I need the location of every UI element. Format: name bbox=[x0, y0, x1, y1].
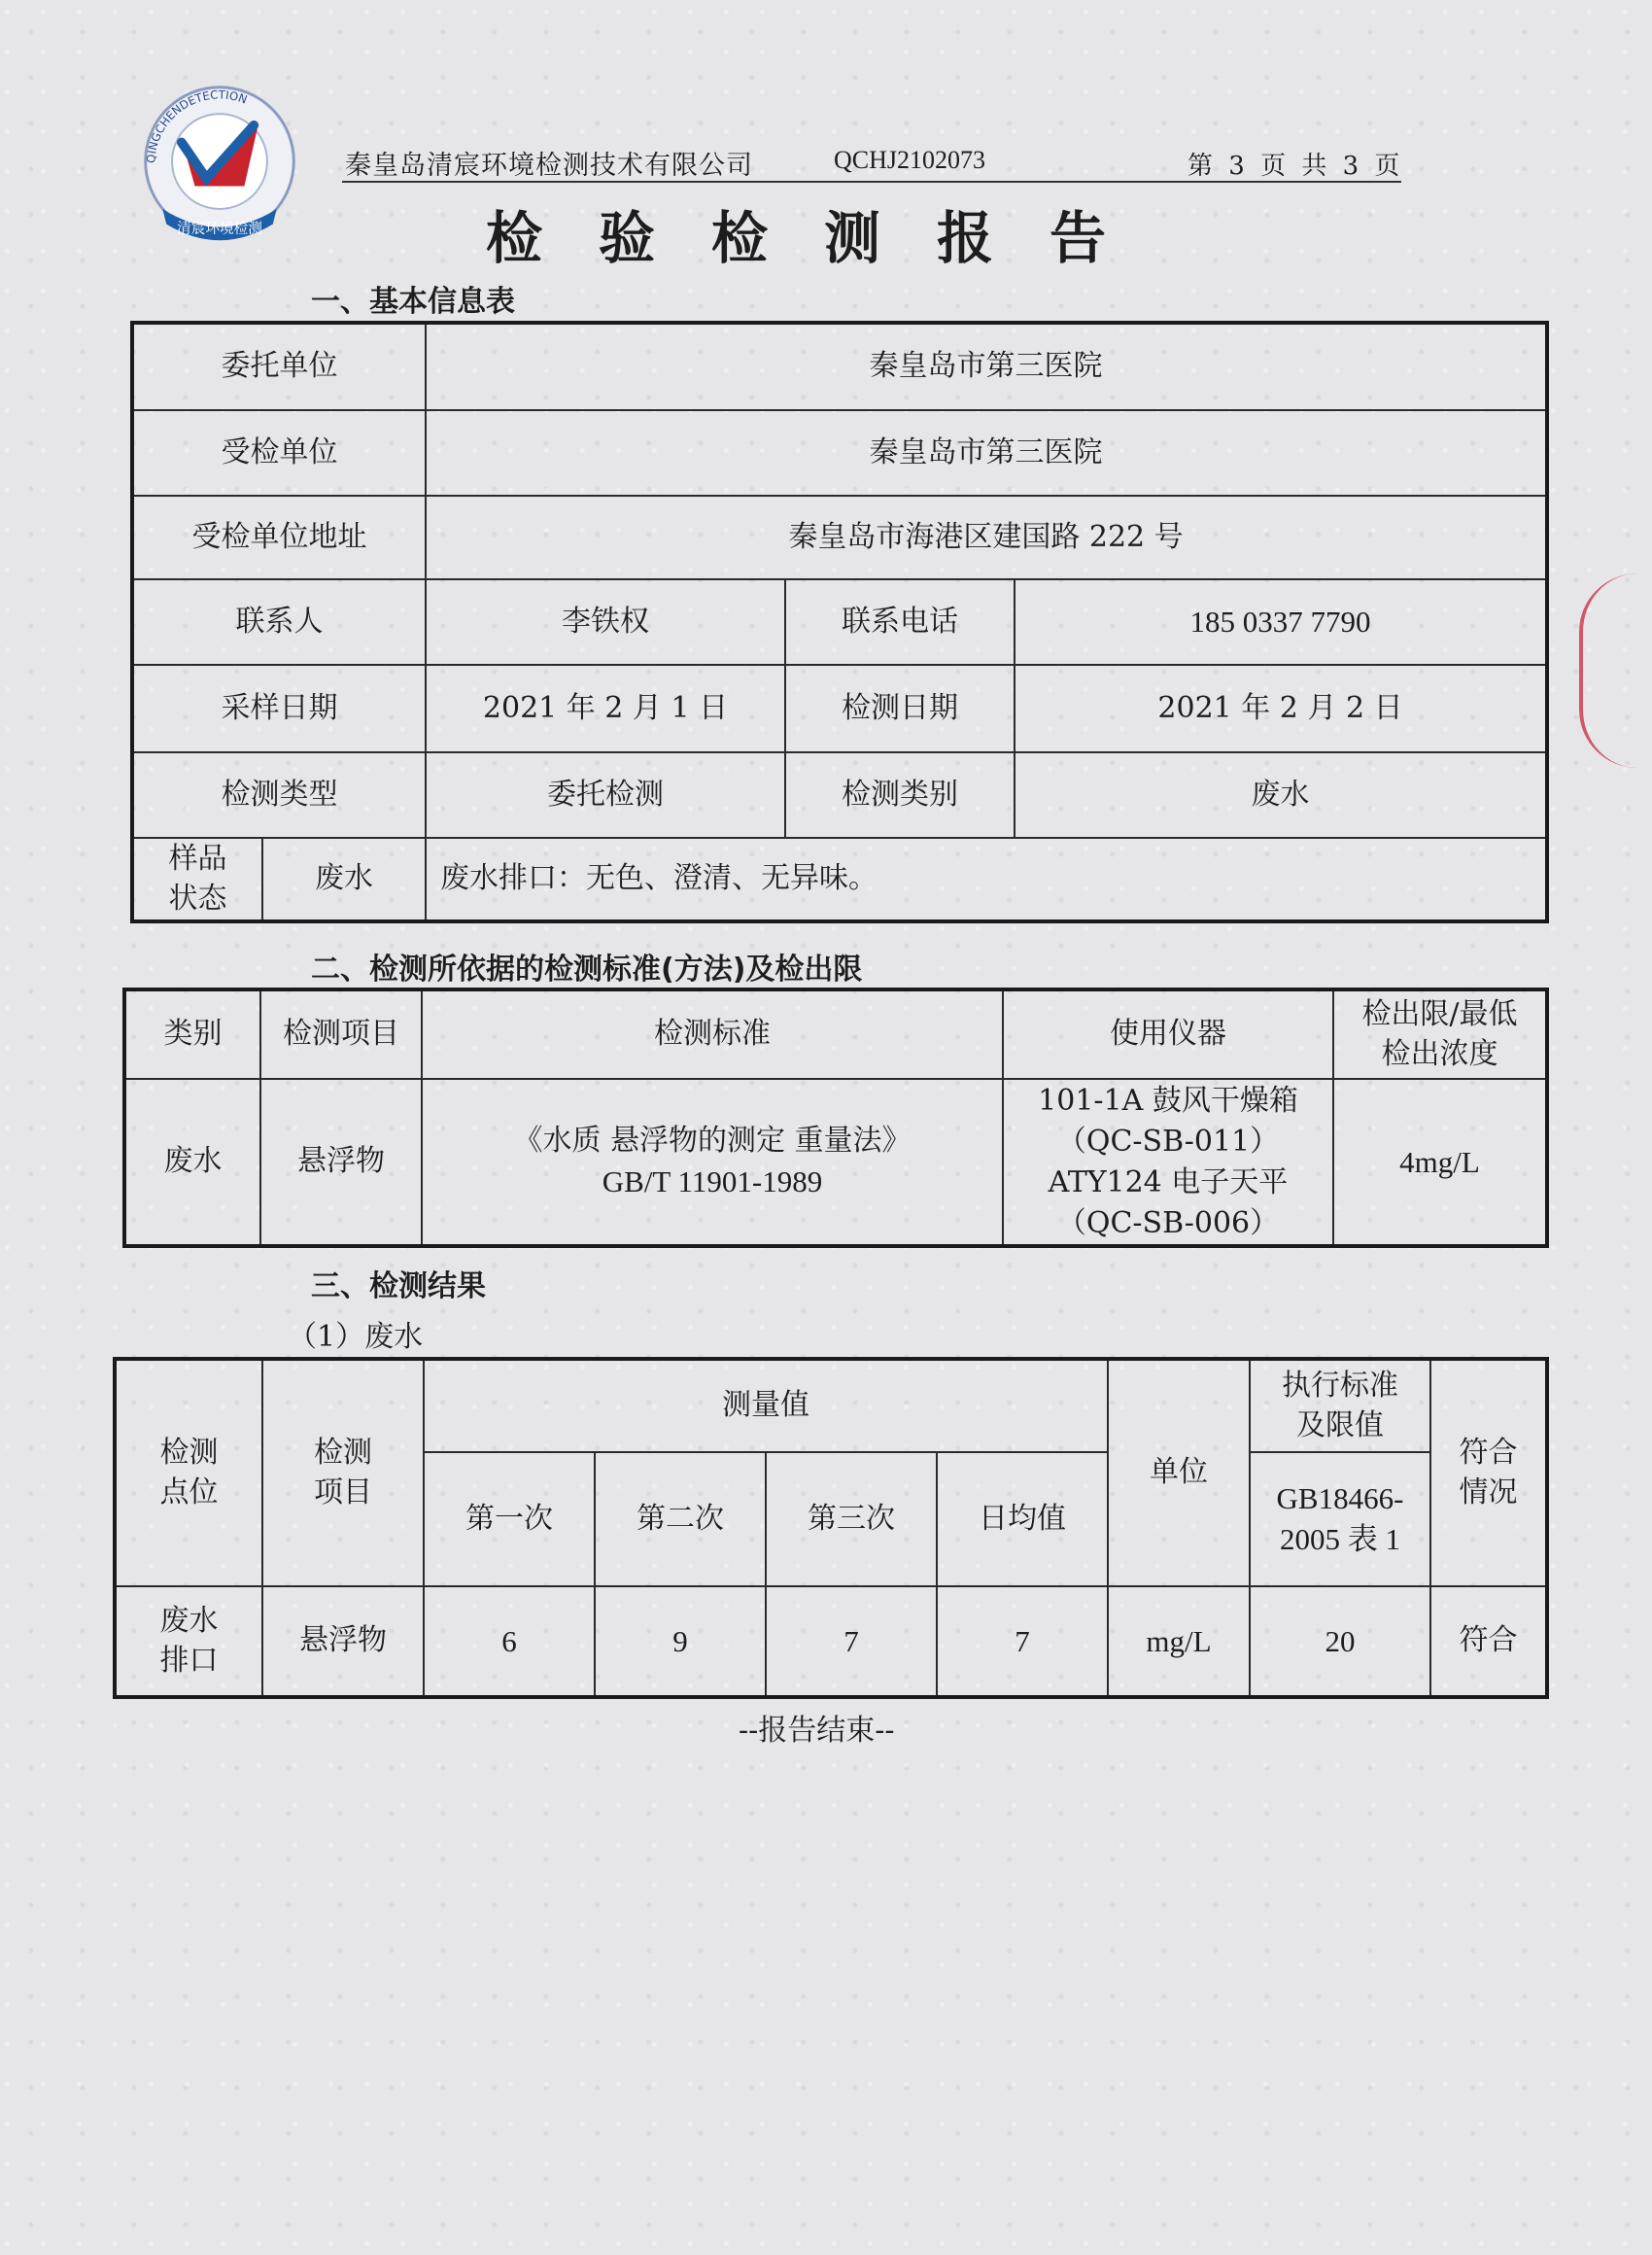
standards-table bbox=[122, 988, 1549, 1248]
std-row-item: 悬浮物 bbox=[260, 1079, 422, 1246]
res-header-point bbox=[115, 1359, 262, 1586]
res-header-first: 第一次 bbox=[424, 1452, 595, 1586]
logo-text-bottom: 清宸环境检测 bbox=[177, 220, 262, 237]
logo-text-top: QINGCHENDETECTION bbox=[144, 87, 250, 164]
res-row-item: 悬浮物 bbox=[262, 1586, 424, 1697]
sample-state-desc: 废水排口：无色、澄清、无异味。 bbox=[426, 838, 1547, 921]
res-header-item-line2: 项目 bbox=[314, 1474, 372, 1509]
report-title: 检验检测报告 bbox=[486, 205, 1163, 271]
res-header-standard-line2: 及限值 bbox=[1296, 1407, 1384, 1442]
res-header-item bbox=[262, 1359, 424, 1586]
std-header-limit bbox=[1333, 989, 1547, 1079]
test-type-value: 委托检测 bbox=[426, 752, 785, 838]
res-header-compliance-line1: 符合 bbox=[1459, 1436, 1518, 1470]
section3-heading: 三、检测结果 bbox=[311, 1269, 486, 1303]
std-header-limit-line2: 检出浓度 bbox=[1381, 1036, 1498, 1071]
std-row-category: 废水 bbox=[124, 1079, 260, 1246]
address-value: 秦皇岛市海港区建国路 222 号 bbox=[426, 496, 1547, 579]
seal-stamp-partial bbox=[1579, 573, 1641, 768]
res-header-standard-code bbox=[1250, 1452, 1430, 1586]
std-header-item: 检测项目 bbox=[260, 989, 422, 1079]
sample-state-kind: 废水 bbox=[262, 838, 426, 921]
res-header-unit: 单位 bbox=[1108, 1359, 1250, 1586]
std-header-standard: 检测标准 bbox=[422, 989, 1003, 1079]
page-number: 第 3 页 共 3 页 bbox=[1187, 152, 1400, 181]
std-row-standard bbox=[422, 1079, 1003, 1246]
sample-state-label-line2: 状态 bbox=[168, 881, 227, 916]
std-row-instrument bbox=[1003, 1079, 1333, 1246]
res-header-measured: 测量值 bbox=[424, 1359, 1108, 1452]
std-row-standard-name: 《水质 悬浮物的测定 重量法》 bbox=[513, 1124, 912, 1159]
res-header-compliance bbox=[1430, 1359, 1547, 1586]
test-date-label: 检测日期 bbox=[785, 665, 1015, 752]
res-header-standard-line1: 执行标准 bbox=[1282, 1369, 1398, 1403]
res-header-daily-avg: 日均值 bbox=[937, 1452, 1108, 1586]
res-header-point-line2: 点位 bbox=[159, 1474, 219, 1509]
test-category-label: 检测类别 bbox=[785, 752, 1015, 838]
company-name: 秦皇岛清宸环境检测技术有限公司 bbox=[345, 151, 753, 181]
test-date-value: 2021 年 2 月 2 日 bbox=[1015, 665, 1547, 752]
std-row-limit: 4mg/L bbox=[1333, 1079, 1547, 1246]
header-divider bbox=[342, 181, 1401, 183]
res-header-third: 第三次 bbox=[766, 1452, 937, 1586]
res-header-second: 第二次 bbox=[595, 1452, 766, 1586]
std-header-limit-line1: 检出限/最低 bbox=[1361, 997, 1518, 1031]
results-table bbox=[113, 1357, 1549, 1699]
res-row-first: 6 bbox=[424, 1586, 595, 1697]
table-row bbox=[115, 1586, 1547, 1697]
std-row-standard-code: GB/T 11901-1989 bbox=[602, 1163, 823, 1198]
sampling-date-label: 采样日期 bbox=[132, 665, 426, 752]
section2-heading: 二、检测所依据的检测标准(方法)及检出限 bbox=[311, 953, 863, 987]
res-row-unit: mg/L bbox=[1108, 1586, 1250, 1697]
contact-value: 李铁权 bbox=[426, 579, 785, 665]
section3-subheading: （1）废水 bbox=[288, 1320, 424, 1354]
res-row-limit: 20 bbox=[1250, 1586, 1430, 1697]
res-header-item-line1: 检测 bbox=[314, 1436, 372, 1470]
phone-value: 185 0337 7790 bbox=[1015, 579, 1547, 665]
res-row-compliance: 符合 bbox=[1430, 1586, 1547, 1697]
test-category-value: 废水 bbox=[1015, 752, 1547, 838]
res-header-standard-code-line1: GB18466- bbox=[1276, 1481, 1404, 1516]
std-header-category: 类别 bbox=[124, 989, 260, 1079]
report-end: --报告结束-- bbox=[739, 1714, 895, 1748]
contact-label: 联系人 bbox=[132, 579, 426, 665]
test-type-label: 检测类型 bbox=[132, 752, 426, 838]
res-row-point-line1: 废水 bbox=[159, 1604, 219, 1638]
phone-label: 联系电话 bbox=[785, 579, 1015, 665]
sampling-date-value: 2021 年 2 月 1 日 bbox=[426, 665, 785, 752]
res-row-second: 9 bbox=[595, 1586, 766, 1697]
res-row-point bbox=[115, 1586, 262, 1697]
address-label: 受检单位地址 bbox=[132, 496, 426, 579]
std-row-instrument-4: （QC-SB-006） bbox=[1056, 1205, 1280, 1240]
res-row-point-line2: 排口 bbox=[159, 1643, 219, 1678]
basic-info-table bbox=[130, 321, 1549, 923]
std-header-instrument: 使用仪器 bbox=[1003, 989, 1333, 1079]
inspected-value: 秦皇岛市第三医院 bbox=[426, 410, 1547, 496]
sample-state-label bbox=[132, 838, 262, 921]
client-value: 秦皇岛市第三医院 bbox=[426, 323, 1547, 410]
report-code: QCHJ2102073 bbox=[834, 146, 986, 174]
res-header-point-line1: 检测 bbox=[159, 1436, 219, 1470]
section1-heading: 一、基本信息表 bbox=[311, 285, 515, 319]
company-logo bbox=[124, 76, 315, 251]
res-header-standard bbox=[1250, 1359, 1430, 1452]
client-label: 委托单位 bbox=[132, 323, 426, 410]
res-header-standard-code-line2: 2005 表 1 bbox=[1280, 1522, 1400, 1556]
std-row-instrument-2: （QC-SB-011） bbox=[1056, 1124, 1280, 1159]
inspected-label: 受检单位 bbox=[132, 410, 426, 496]
sample-state-label-line1: 样品 bbox=[168, 842, 227, 876]
res-row-third: 7 bbox=[766, 1586, 937, 1697]
std-row-instrument-1: 101-1A 鼓风干燥箱 bbox=[1038, 1083, 1298, 1118]
res-row-daily-avg: 7 bbox=[937, 1586, 1108, 1697]
res-header-compliance-line2: 情况 bbox=[1459, 1474, 1518, 1509]
std-row-instrument-3: ATY124 电子天平 bbox=[1048, 1164, 1289, 1199]
